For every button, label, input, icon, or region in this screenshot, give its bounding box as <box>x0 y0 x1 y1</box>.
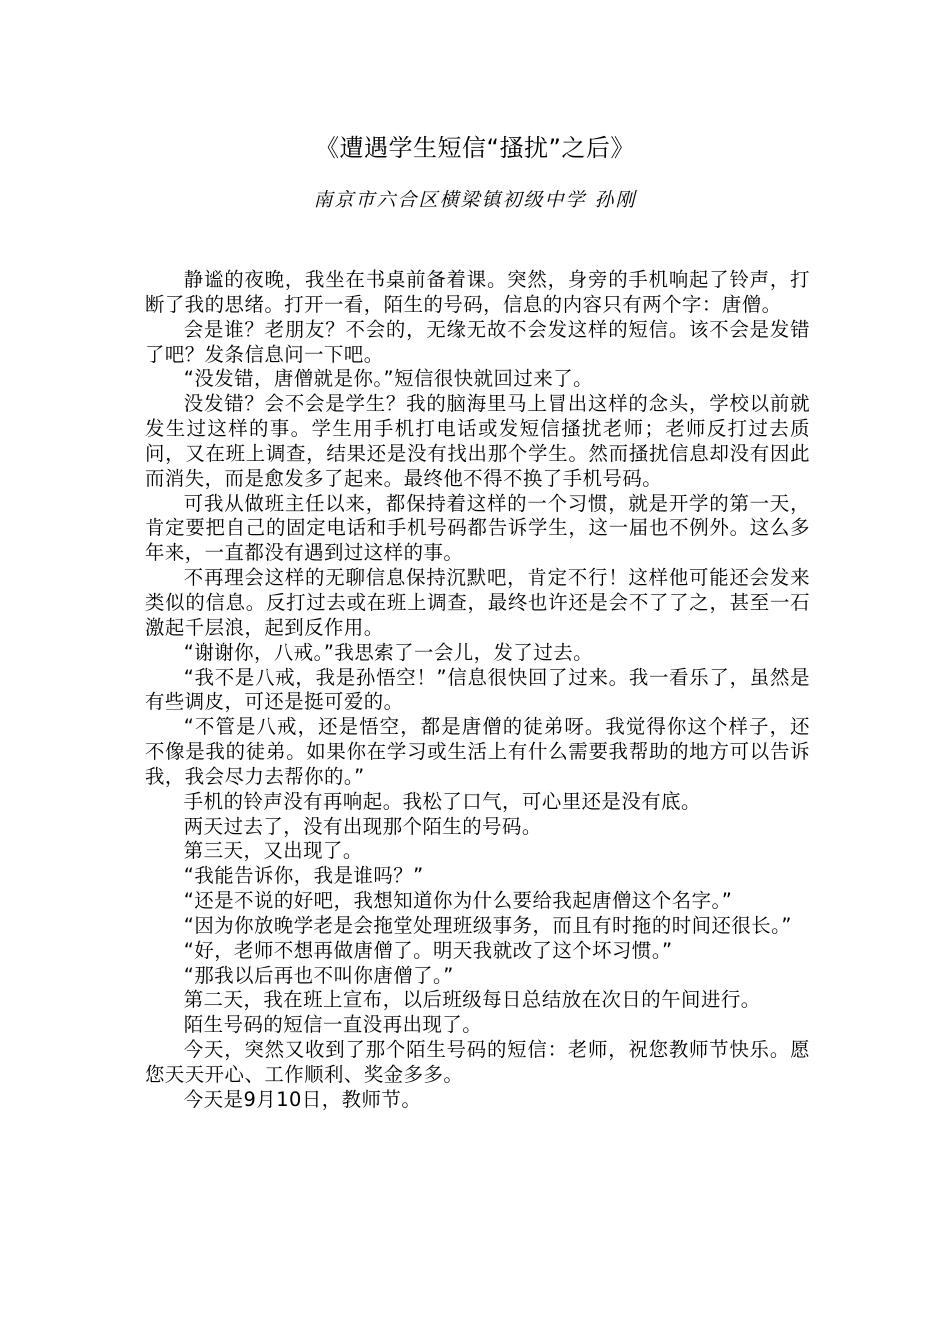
paragraph: “我不是八戒，我是孙悟空！”信息很快回了过来。我一看乐了，虽然是有些调皮，可还是挺可爱的。 <box>145 665 810 714</box>
paragraph: “我能告诉你，我是谁吗？” <box>183 864 424 888</box>
paragraph: 可我从做班主任以来，都保持着这样的一个习惯，就是开学的第一天，肯定要把自己的固定电话和手机号码都告诉学生，这一届也不例外。这么多年来，一直都没有遇到过这样的事。 <box>145 491 810 565</box>
paragraph: 静谧的夜晚，我坐在书桌前备着课。突然，身旁的手机响起了铃声，打断了我的思绪。打开一看，陌生的号码，信息的内容只有两个字：唐僧。 <box>145 268 810 316</box>
paragraph: 第三天，又出现了。 <box>183 839 363 863</box>
paragraph: 会是谁？老朋友？不会的，无缘无故不会发这样的短信。该不会是发错了吧？发条信息问一下吧。 <box>145 317 810 366</box>
document-author: 南京市六合区横梁镇初级中学 孙刚 <box>313 189 637 211</box>
paragraph: “谢谢你，八戒。”我思索了一会儿，发了过去。 <box>183 640 593 664</box>
paragraph: 第二天，我在班上宣布，以后班级每日总结放在次日的午间进行。 <box>183 988 761 1012</box>
paragraph: “那我以后再也不叫你唐僧了。” <box>183 963 454 987</box>
paragraph: 今天，突然又收到了那个陌生号码的短信：老师，祝您教师节快乐。愿您天天开心、工作顺利、奖金多多。 <box>145 1038 810 1086</box>
paragraph: 两天过去了，没有出现那个陌生的号码。 <box>183 814 542 838</box>
paragraph: 手机的铃声没有再响起。我松了口气，可心里还是没有底。 <box>183 789 701 813</box>
document-body <box>145 268 810 1113</box>
paragraph: “不管是八戒，还是悟空，都是唐僧的徒弟呀。我觉得你这个样子，还不像是我的徒弟。如果你在学习或生活上有什么需要我帮助的地方可以告诉我，我会尽力去帮你的。” <box>145 715 810 788</box>
paragraph: 今天是9月10日，教师节。 <box>183 1087 422 1111</box>
paragraph: “因为你放晚学老是会拖堂处理班级事务，而且有时拖的时间还很长。” <box>183 913 792 937</box>
document-title: 《遭遇学生短信“搔扰”之后》 <box>315 134 635 162</box>
paragraph: “好，老师不想再做唐僧了。明天我就改了这个坏习惯。” <box>183 938 673 962</box>
paragraph: 没发错？会不会是学生？我的脑海里马上冒出这样的念头，学校以前就发生过这样的事。学生用手机打电话或发短信搔扰老师；老师反打过去质问，又在班上调查，结果还是没有找出那个学生。然而搔扰信息却没有因此而消失，而是愈发多了起来。最终他不得不换了手机号码。 <box>145 392 810 490</box>
paragraph: “没发错，唐僧就是你。”短信很快就回过来了。 <box>183 367 593 391</box>
paragraph: 陌生号码的短信一直没再出现了。 <box>183 1013 483 1037</box>
paragraph: “还是不说的好吧，我想知道你为什么要给我起唐僧这个名字。” <box>183 889 733 913</box>
paragraph: 不再理会这样的无聊信息保持沉默吧，肯定不行！这样他可能还会发来类似的信息。反打过去或在班上调查，最终也许还是会不了了之，甚至一石激起千层浪，起到反作用。 <box>145 566 810 639</box>
